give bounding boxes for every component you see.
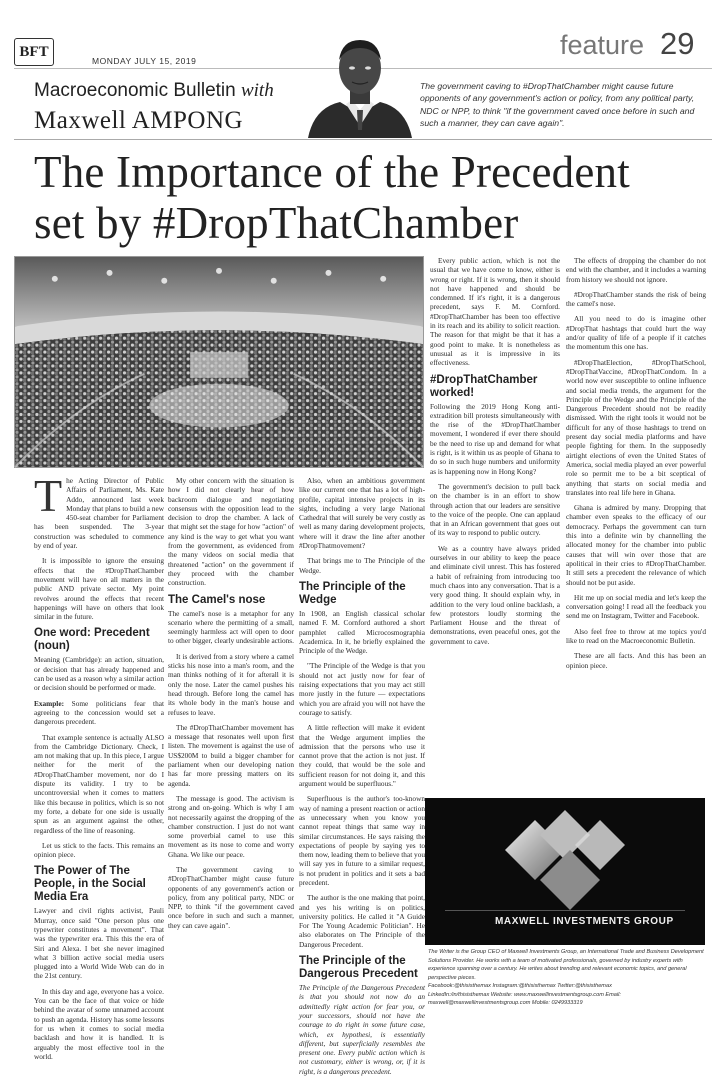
paragraph: The effects of dropping the chamber do not end with the chamber, and it includes a warning from history we should not ignore. xyxy=(566,256,706,284)
article-column-1 xyxy=(34,470,164,1067)
paragraph: Following the 2019 Hong Kong anti-extradition bill protests simultaneously with the rise of the #DropThatChamber movement, I wondered if ever there should be the need to rise up and demand for what is right, is it within us as people of Ghana to do so in such huge numbers and uniformity as is happening now in Hong Kong? xyxy=(430,401,560,476)
article-column-5 xyxy=(566,256,706,676)
intro-paragraph: he Acting Director of Public Affairs of Parliament, Ms. Kate Addo, announced last week Monday that plans to build a new 450-seat chamber for Parliament has been suspended. The 3-year construction was scheduled to commence by end of year. xyxy=(34,476,164,551)
parliament-chamber-photo xyxy=(14,256,424,468)
section-label: feature xyxy=(560,30,645,60)
headline-line-2: set by #DropThatChamber xyxy=(34,198,519,248)
paragraph: "The Principle of the Wedge is that you should not act justly now for fear of raising expectations that you may act still more justly in the future — expectations which you are afraid you will not have the courage to satisfy. xyxy=(299,661,425,717)
paragraph: The message is good. The activism is strong and on-going. Which is why I am not necessarily against the dropping of the chamber construction. I just do not want some proverbial camel to use this movement as its nose to come and worry Ghana. We like our peace. xyxy=(168,793,294,859)
subheading-camels-nose: The Camel's nose xyxy=(168,593,266,606)
paragraph: The government's decision to pull back on the chamber is in an effort to show through action that our leaders are sensitive to the voice of the people. One can applaud that in an African government that goes out of its way to respond to public outcry. xyxy=(430,481,560,538)
maxwell-investments-advert xyxy=(425,798,705,945)
paragraph: Also feel free to throw at me topics you'd like to read on the Macroeconomic Bulletin. xyxy=(566,626,706,645)
paragraph: In this day and age, everyone has a voice. You can be the face of that voice or hide behind the avatar of some unnamed account to push an agenda. History has some lessons for us when it comes to social media backlash and how it is handled. It is arguably the most effective tool in the world. xyxy=(34,986,164,1061)
issue-date: MONDAY JULY 15, 2019 xyxy=(92,56,197,66)
paragraph: Let us stick to the facts. This remains an opinion piece. xyxy=(34,840,164,860)
paragraph: A little reflection will make it evident that the Wedge argument implies the admission that the persons who use it cannot prove that the action is not just. If they could, that would be the sole and sufficient reason for not doing it, and this argument would be superfluous." xyxy=(299,723,425,789)
page-number: 29 xyxy=(660,26,695,61)
paragraph: That brings me to The Principle of the Wedge. xyxy=(299,556,425,575)
paragraph: It is impossible to ignore the ensuing effects that the #DropThatChamber movement will have on all matters in the public AND private sector. My point revolves around the effects that recent happenings will have on others that look similar in the future. xyxy=(34,556,164,622)
bft-logo xyxy=(14,38,54,66)
author-bio xyxy=(428,948,708,1008)
paragraph: We as a country have always prided ourselves in our ability to keep the peace and eliminate civil unrest. This has fostered a habit of refraining from introducing too much chaos into any conversation. That is a very good thing. It should explain why, in addition to the very loud online backlash, a few protestors loudly storming the Parliament House and the threat of demonstrations, even peaceful ones, got the government to cave. xyxy=(430,543,560,646)
paragraph: These are all facts. And this has been an opinion piece. xyxy=(566,651,706,670)
paragraph: The government caving to #DropThatChamber might cause future opponents of any government's action or policy, from any political party, NDC or NPP, to think "if the government caved once before in such and such a manner, they can cave again". xyxy=(168,864,294,930)
paragraph: Superfluous is the author's too-known way of naming a present reaction or action as unnecessary when you know you cannot repeat things that same way in similar circumstances. He says raising the expectations of people by saying yes to them now, leading them to believe that you will say yes in future to a similar request, is not prudent in politics and it sets a bad precedent. xyxy=(299,794,425,887)
paragraph: Ghana is admired by many. Dropping that chamber even speaks to the efficacy of our democracy. Perhaps the government can turn this into a definite win by channelling the allocated money for the chamber into public causes that will win over those that are apolitical in their cries to #DropThatChamber. It still sets a precedent the relevance of which should not be put aside. xyxy=(566,503,706,587)
paragraph: Also, when an ambitious government like our current one that has a lot of high-profile, capital intensive projects in its sights, including a very large National Cathedral that will surely be very costly as well as many daring development projects, where will it draw the line after another #DropThatmovement? xyxy=(299,476,425,551)
paragraph: The #DropThatChamber movement has a message that resonates well upon first listen. The movement is against the use of US$200M to build a bigger chamber for parliament when our developing nation has far more pressing matters on its agenda. xyxy=(168,722,294,788)
paragraph: The author is the one making that point, and yes his writing is on politics, university politics. He called it "A Guide For The Young Academic Politician". He also elaborates on The Principle of the Dangerous Precedent. xyxy=(299,893,425,949)
subheading-dangerous-precedent: The Principle of the Dangerous Precedent xyxy=(299,955,418,981)
paragraph: The camel's nose is a metaphor for any scenario where the permitting of a small, seemingly harmless act will open to door to other bigger, clearly undesirable actions. xyxy=(168,608,294,646)
subheading-worked: #DropThatChamber worked! xyxy=(430,373,538,399)
paragraph: It is derived from a story where a camel sticks his nose into a man's room, and the man thinks nothing of it for afterall it is only the nose. Later the camel pushes his head through. Before long the camel has its whole body in the man's house and refuses to leave. xyxy=(168,651,294,717)
column-kicker: Macroeconomic Bulletin with xyxy=(34,80,274,101)
advert-company-name: MAXWELL INVESTMENTS GROUP xyxy=(495,916,674,927)
example: Example: Some politicians fear that agreeing to the concession would set a dangerous precedent. xyxy=(34,698,164,727)
paragraph: Hit me up on social media and let's keep the conversation going! I read all the feedback you send me on Instagram, Twitter and Facebook. xyxy=(566,592,706,621)
paragraph: Lawyer and civil rights activist, Pauli Murray, once said "One person plus one typewriter constitutes a movement". That was the typewriter era. This this the era of Siri and Alexa. I bet she never imagined what 3 billion active social media users plugged into a World Wide Web can do in the 21st century. xyxy=(34,906,164,981)
subheading-precedent: One word: Precedent (noun) xyxy=(34,627,150,653)
paragraph: #DropThatElection, #DropThatSchool, #DropThatVaccine, #DropThatCondom. In a world now ever susceptible to online influence and social media trends, the argument for the Principle of the Wedge and the Principle of the Dangerous Precedent should not be readily dismissed. With the right tools it would not be difficult for any of those hashtags to trend on present day social media platforms and have people fighting for them. In the supposedly airtight elections of even the United States of America, social media played an ever powerful role so permit me to be a bit sceptical of anything that starts on social media and translates into real life here in Ghana. xyxy=(566,357,706,497)
subheading-wedge: The Principle of the Wedge xyxy=(299,580,406,606)
headline-line-1: The Importance of the Precedent xyxy=(34,147,630,197)
kicker-rule xyxy=(14,139,712,140)
logo-text: BFT xyxy=(19,43,49,60)
kicker-with: with xyxy=(240,80,274,101)
author-portrait xyxy=(300,30,420,138)
pull-quote: The government caving to #DropThatChamber might cause future opponents of any government's action or policy, from any political party, NDC or NPP, to think "if the government caved once before in such and such a manner, they can cave again". xyxy=(420,81,695,128)
article-column-3 xyxy=(299,476,425,1082)
definition: Meaning (Cambridge): an action, situation, or decision that has already happened and can be used as a reason why a similar action or decision should be performed or made. xyxy=(34,655,164,693)
paragraph: My other concern with the situation is how I did not clearly hear of how backroom dialogue and negotiating consensus with the opposition lead to the decision to drop the chamber. A lack of that might set the stage for how "action" of any kind is the way to get what you want from the government, as evidenced from the many videos on social media that threatened "action" on the government if they proceed with the chamber construction. xyxy=(168,476,294,588)
paragraph: #DropThatChamber stands the risk of being the camel's nose. xyxy=(566,289,706,309)
headline xyxy=(34,147,704,249)
drop-cap: T xyxy=(34,470,63,521)
article-column-2 xyxy=(168,476,294,936)
bio-text: The Writer is the Group CEO of Maxwell Investments Group, an International Trade and Business Development Solutions Provider. He works with a team of motivated professionals, governed by industry experts with experience spanning over a century. He writes about trending and relevant economic topics, and general perspective pieces. xyxy=(428,949,704,981)
paragraph: All you need to do is imagine other #DropThat hashtags that could hurt the way and/or quality of life of a people if it catches the momentum this one has. xyxy=(566,314,706,352)
bio-contact: LinkedIn:/in/thisisthemax Website: www.maxwellinvestmentsgroup.com Email: maxwell@maxwellinvestmentsgroup.com Mobile: 0249933319 xyxy=(428,991,621,1006)
paragraph: The Principle of the Dangerous Precedent is that you should not now do an admittedly right action for fear you, or your successors, should not have the courage to do right in some future case, which, ex hypothesi, is essentially different, but superficially resembles the present one. Every public action which is not customary, either is wrong, or, if it is right, is a dangerous precedent. xyxy=(299,983,425,1076)
article-column-4 xyxy=(430,256,560,652)
author-name: Maxwell AMPONG xyxy=(34,107,244,134)
bio-social: Facebook:@thisisthemax Instagram:@thisisthemax Twitter:@thisisthemax xyxy=(428,983,612,989)
paragraph: That example sentence is actually ALSO from the Cambridge Dictionary. Check, I am not making that up. In this piece, I argue neither for the merit of the #DropThatChamber movement, nor do I dispute its validity. I try to be uncontroversial when it comes to matters like this because in politics, which is so not my forte, a debate for one side is usually spun as an argument against the other, regardless of the line of reasoning. xyxy=(34,732,164,835)
subheading-power-of-people: The Power of The People, in the Social Media Era xyxy=(34,865,146,904)
paragraph: Every public action, which is not the usual that we have come to know, either is wrong or right. If it is wrong, then it should not have happened and should be condemned. If it's right, it is a dangerous precedent, says F. M. Cornford. #DropThatChamber has been too effective in its reach and its ability to solicit reaction. The reason for that might be that it has a good point to make. It is nonetheless as unusual as it is impressive in its effectiveness. xyxy=(430,256,560,368)
paragraph: In 1908, an English classical scholar named F. M. Cornford authored a short pamphlet called Microcosmographia Academica. In it, he briefly explained the Principle of the Wedge. xyxy=(299,608,425,656)
